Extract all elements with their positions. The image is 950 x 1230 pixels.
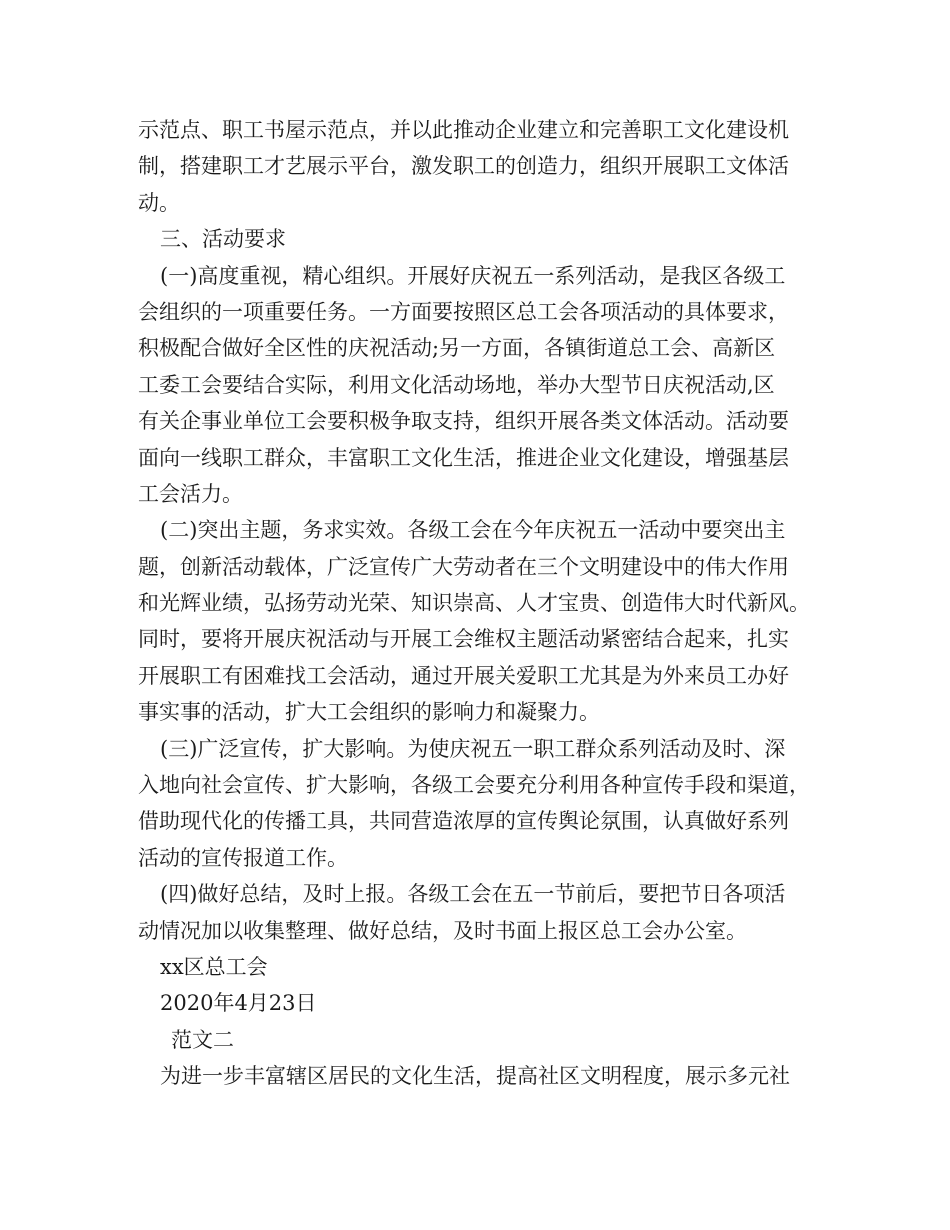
paragraph-line: 借助现代化的传播工具，共同营造浓厚的宣传舆论氛围，认真做好系列 xyxy=(138,809,789,834)
paragraph-line: 活动的宣传报道工作。 xyxy=(138,845,348,870)
paragraph-line: 同时，要将开展庆祝活动与开展工会维权主题活动紧密结合起来，扎实 xyxy=(138,627,789,652)
paragraph-line: 为进一步丰富辖区居民的文化生活，提高社区文明程度，展示多元社 xyxy=(160,1064,790,1089)
paragraph-line: (三)广泛宣传，扩大影响。为使庆祝五一职工群众系列活动及时、深 xyxy=(160,736,786,761)
paragraph-line: 工委工会要结合实际，利用文化活动场地，举办大型节日庆祝活动,区 xyxy=(138,372,775,397)
signature-date: 2020年4月23日 xyxy=(160,991,317,1016)
paragraph-line: (四)做好总结，及时上报。各级工会在五一节前后，要把节日各项活 xyxy=(160,882,786,907)
paragraph-line: 动情况加以收集整理、做好总结，及时书面上报区总工会办公室。 xyxy=(138,918,747,943)
paragraph-line: 开展职工有困难找工会活动，通过开展关爱职工尤其是为外来员工办好 xyxy=(138,663,789,688)
paragraph-line: 积极配合做好全区性的庆祝活动;另一方面，各镇街道总工会、高新区 xyxy=(138,336,776,361)
document-body xyxy=(138,112,828,1095)
paragraph-line: (一)高度重视，精心组织。开展好庆祝五一系列活动，是我区各级工 xyxy=(160,263,786,288)
paragraph-line: 有关企事业单位工会要积极争取支持，组织开展各类文体活动。活动要 xyxy=(138,409,789,434)
sample-heading: 范文二 xyxy=(171,1027,234,1052)
paragraph-line: 示范点、职工书屋示范点，并以此推动企业建立和完善职工文化建设机 xyxy=(138,118,789,142)
paragraph-line: 会组织的一项重要任务。一方面要按照区总工会各项活动的具体要求， xyxy=(138,299,789,324)
paragraph-line: 面向一线职工群众，丰富职工文化生活，推进企业文化建设，增强基层 xyxy=(138,445,789,470)
paragraph-line: 入地向社会宣传、扩大影响，各级工会要充分利用各种宣传手段和渠道， xyxy=(138,773,810,798)
signature-org: xx区总工会 xyxy=(160,954,268,979)
paragraph-line: (二)突出主题，务求实效。各级工会在今年庆祝五一活动中要突出主 xyxy=(160,518,786,543)
paragraph-line: 和光辉业绩，弘扬劳动光荣、知识崇高、人才宝贵、创造伟大时代新风。 xyxy=(138,591,810,616)
paragraph-line: 制，搭建职工才艺展示平台，激发职工的创造力，组织开展职工文体活 xyxy=(138,154,789,179)
paragraph-line: 题，创新活动载体，广泛宣传广大劳动者在三个文明建设中的伟大作用 xyxy=(138,554,789,579)
paragraph-line: 工会活力。 xyxy=(138,481,243,506)
paragraph-line: 动。 xyxy=(138,190,180,215)
section-heading: 三、活动要求 xyxy=(160,227,286,252)
paragraph-line: 事实事的活动，扩大工会组织的影响力和凝聚力。 xyxy=(138,700,600,725)
